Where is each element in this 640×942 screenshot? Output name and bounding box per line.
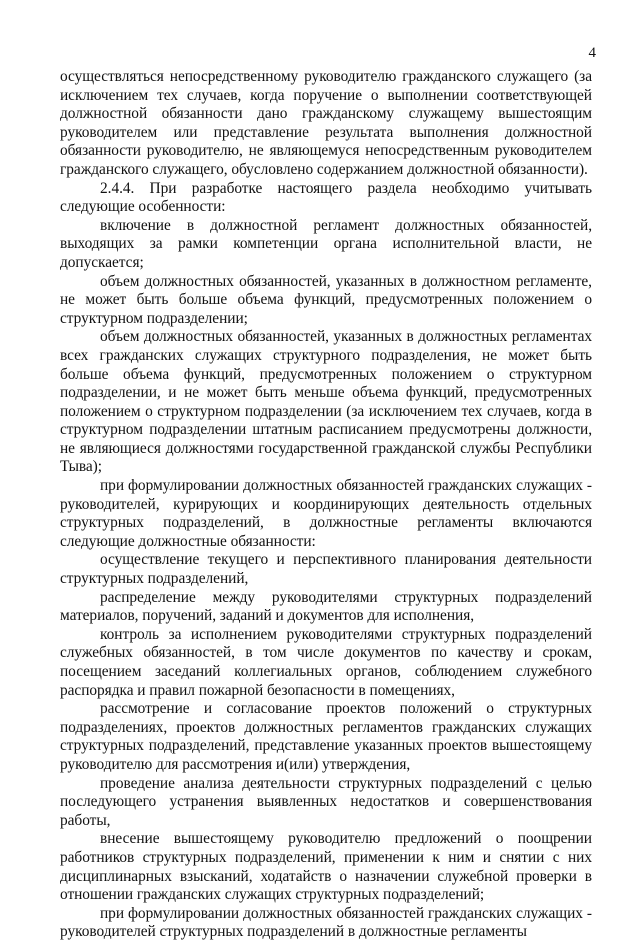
paragraph: контроль за исполнением руководителями структурных подразделений служебных обязанностей, в том числе документов по качеству и срокам, посещением заседаний коллегиальных органов, соблюдением служебного распорядка и правил пожарной безопасности в помещениях, xyxy=(60,625,592,699)
paragraph: осуществляться непосредственному руководителю гражданского служащего (за исключением тех случаев, когда поручение о выполнении соответствующей должностной обязанности дано гражданскому служащему вышестоящим руководителем или представление результата выполнения должностной обязанности руководителю, не являющемуся непосредственным руководителем гражданского служащего, обусловлено содержанием должностной обязанности). xyxy=(60,68,592,178)
paragraph: при формулировании должностных обязанностей гражданских служащих - руководителей структурных подразделений в должностные регламенты xyxy=(60,904,592,941)
paragraph: проведение анализа деятельности структурных подразделений с целью последующего устранения выявленных недостатков и совершенствования работы, xyxy=(60,774,592,829)
paragraph: осуществление текущего и перспективного планирования деятельности структурных подразделений, xyxy=(60,551,592,588)
document-body xyxy=(60,68,592,942)
paragraph: внесение вышестоящему руководителю предложений о поощрении работников структурных подразделений, применении к ним и снятии с них дисциплинарных взысканий, ходатайств о назначении служебной проверки в отношении гражданских служащих структурных подразделений; xyxy=(60,830,592,904)
paragraph: объем должностных обязанностей, указанных в должностных регламентах всех гражданских служащих структурного подразделения, не может быть больше объема функций, предусмотренных положением о структурном подразделении, и не может быть меньше объема функций, предусмотренных положением о структурном подразделении (за исключением тех случаев, когда в структурном подразделении штатным расписанием предусмотрены должности, не являющиеся должностями государственной гражданской службы Республики Тыва); xyxy=(60,328,592,476)
paragraph: 2.4.4. При разработке настоящего раздела необходимо учитывать следующие особенности: xyxy=(60,179,592,216)
paragraph: при формулировании должностных обязанностей гражданских служащих - руководителей, курирующих и координирующих деятельность отдельных структурных подразделений, в должностные регламенты включаются следующие должностные обязанности: xyxy=(60,477,592,550)
paragraph: распределение между руководителями структурных подразделений материалов, поручений, заданий и документов для исполнения, xyxy=(60,588,592,625)
paragraph: объем должностных обязанностей, указанных в должностном регламенте, не может быть больше объема функций, предусмотренных положением о структурном подразделении; xyxy=(60,272,592,327)
paragraph: включение в должностной регламент должностных обязанностей, выходящих за рамки компетенции органа исполнительной власти, не допускается; xyxy=(60,216,592,271)
page-number: 4 xyxy=(588,45,596,61)
paragraph: рассмотрение и согласование проектов положений о структурных подразделениях, проектов должностных регламентов гражданских служащих структурных подразделений, представление указанных проектов вышестоящему руководителю для рассмотрения и(или) утверждения, xyxy=(60,700,592,773)
